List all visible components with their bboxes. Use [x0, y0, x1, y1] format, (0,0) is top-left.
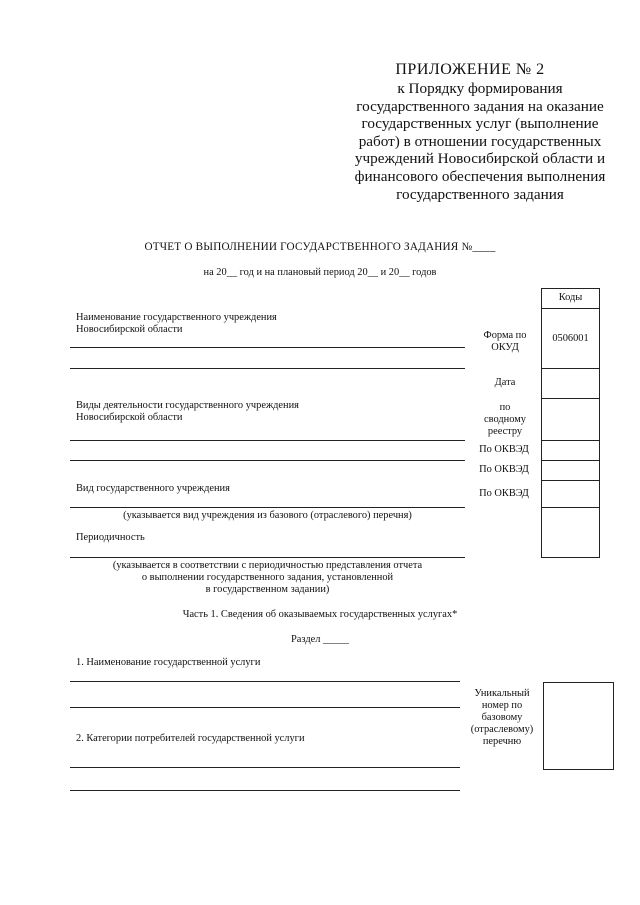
part1-title: Часть 1. Сведения об оказываемых государственных услугах* [182, 609, 458, 620]
periodicity-note-line: (указывается в соответствии с периодичностью представления отчета [112, 560, 423, 571]
institution-name-label [76, 312, 466, 336]
activities-field-line [70, 440, 465, 441]
appendix-line: финансового обеспечения выполнения [354, 167, 606, 185]
codes-divider [541, 440, 600, 441]
service-name-field-line [70, 681, 460, 682]
institution-type-note: (указывается вид учреждения из базового (отраслевого) перечня) [123, 510, 412, 521]
registry-label-line: по [499, 402, 511, 413]
okud-label-line: Форма по [483, 330, 527, 341]
unique-number-line: Уникальный [474, 688, 530, 699]
okved-label: По ОКВЭД [479, 488, 529, 499]
appendix-line: государственного задания на оказание [356, 97, 604, 115]
activities-line: Виды деятельности государственного учреждения [76, 400, 299, 411]
report-period: на 20__ год и на плановый период 20__ и 20__ годов [203, 267, 437, 278]
activities-label [76, 400, 466, 424]
institution-name-field-line [70, 368, 465, 369]
activities-field-line [70, 460, 465, 461]
registry-label-line: реестру [487, 426, 523, 437]
unique-number-line: (отраслевому) [470, 724, 534, 735]
appendix-line: государственного задания [396, 185, 564, 203]
service-name-label: 1. Наименование государственной услуги [76, 657, 261, 668]
okud-label [472, 330, 538, 354]
periodicity-label: Периодичность [76, 532, 145, 543]
okved-label: По ОКВЭД [479, 464, 529, 475]
activities-line: Новосибирской области [76, 412, 183, 423]
okud-label-line: ОКУД [491, 342, 519, 353]
section-label: Раздел _____ [291, 634, 349, 645]
codes-table [541, 288, 600, 558]
codes-header: Коды [558, 292, 583, 303]
date-label: Дата [494, 377, 516, 388]
codes-divider [541, 507, 600, 508]
periodicity-note [70, 560, 465, 596]
codes-divider [541, 368, 600, 369]
codes-divider [541, 308, 600, 309]
unique-number-label [466, 688, 538, 748]
appendix-title: ПРИЛОЖЕНИЕ № 2 [395, 61, 545, 78]
okved-label: По ОКВЭД [479, 444, 529, 455]
registry-label-line: сводному [484, 414, 526, 425]
institution-name-field-line [70, 347, 465, 348]
appendix-line: к Порядку формирования [397, 80, 563, 97]
codes-divider [541, 398, 600, 399]
unique-number-line: базовому [481, 712, 523, 723]
registry-label [472, 402, 538, 438]
consumer-categories-field-line [70, 767, 460, 768]
appendix-line: государственных услуг (выполнение [361, 115, 599, 133]
unique-number-box [543, 682, 614, 770]
codes-divider [541, 460, 600, 461]
appendix-description [330, 80, 630, 203]
consumer-categories-field-line [70, 790, 460, 791]
okud-code-value: 0506001 [552, 333, 589, 344]
consumer-categories-label: 2. Категории потребителей государственной услуги [76, 733, 305, 744]
unique-number-line: перечню [482, 736, 522, 747]
unique-number-line: номер по [481, 700, 523, 711]
appendix-line: учреждений Новосибирской области и [354, 150, 606, 168]
institution-name-line: Наименование государственного учреждения [76, 312, 277, 323]
institution-type-field-line [70, 507, 465, 508]
periodicity-note-line: в государственном задании) [205, 584, 330, 595]
report-title: ОТЧЕТ О ВЫПОЛНЕНИИ ГОСУДАРСТВЕННОГО ЗАДАНИЯ №____ [144, 241, 496, 253]
periodicity-note-line: о выполнении государственного задания, установленной [141, 572, 394, 583]
codes-divider [541, 480, 600, 481]
periodicity-field-line [70, 557, 465, 558]
institution-type-label: Вид государственного учреждения [76, 483, 230, 494]
institution-name-line: Новосибирской области [76, 324, 183, 335]
appendix-line: работ) в отношении государственных [358, 132, 602, 150]
service-name-field-line [70, 707, 460, 708]
